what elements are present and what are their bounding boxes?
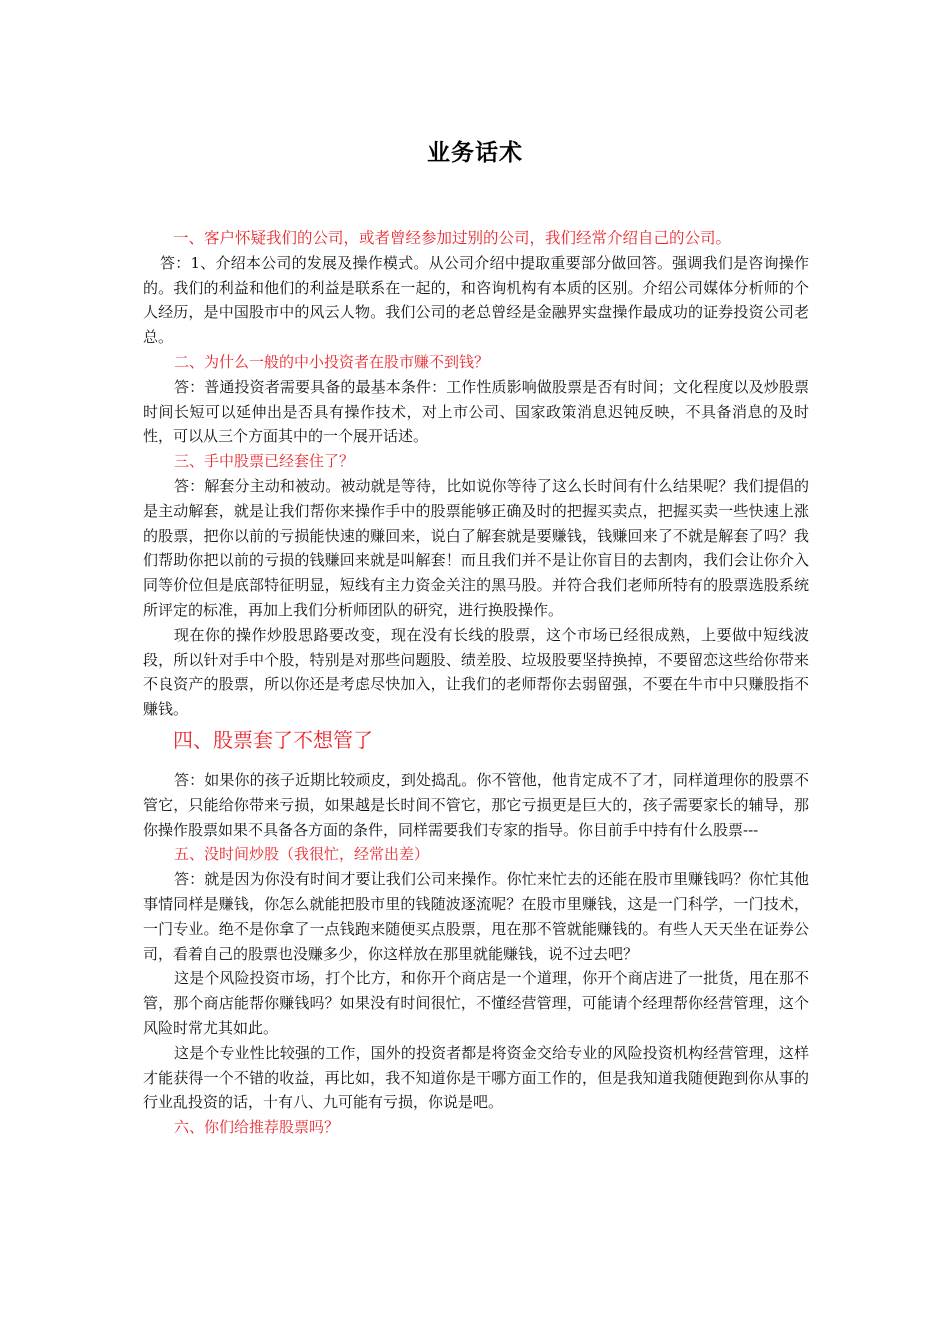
answer-5-paragraph-3: 这是个专业性比较强的工作，国外的投资者都是将资金交给专业的风险投资机构经营管理，这样才能获得一个不错的收益，再比如，我不知道你是干哪方面工作的，但是我知道我随便跑到你从事的行业乱投资的话，十有八、九可能有亏损，你说是吧。: [143, 1043, 809, 1112]
question-6-heading: 六、你们给推荐股票吗？: [174, 1118, 340, 1137]
answer-2-paragraph: 答：普通投资者需要具备的最基本条件：工作性质影响做股票是否有时间；文化程度以及炒股票时间长短可以延伸出是否具有操作技术，对上市公司、国家政策消息迟钝反映，不具备消息的及时性，可以从三个方面其中的一个展开话述。: [143, 377, 809, 446]
answer-3-paragraph-2: 现在你的操作炒股思路要改变，现在没有长线的股票，这个市场已经很成熟，上要做中短线波段，所以针对手中个股，特别是对那些问题股、绩差股、垃圾股要坚持换掉，不要留恋这些给你带来不良资产的股票，所以你还是考虑尽快加入，让我们的老师帮你去弱留强，不要在牛市中只赚股指不赚钱。: [143, 625, 809, 719]
question-2-heading: 二、为什么一般的中小投资者在股市赚不到钱？: [174, 352, 490, 371]
answer-5-paragraph: 答：就是因为你没有时间才要让我们公司来操作。你忙来忙去的还能在股市里赚钱吗？你忙其他事情同样是赚钱，你怎么就能把股市里的钱随波逐流呢？在股市里赚钱，这是一门科学，一门技术，一门专业。绝不是你拿了一点钱跑来随便买点股票，甩在那不管就能赚钱的。有些人天天坐在证券公司，看着自己的股票也没赚多少，你这样放在那里就能赚钱，说不过去吧？: [143, 870, 809, 963]
answer-3-paragraph: 答：解套分主动和被动。被动就是等待，比如说你等待了这么长时间有什么结果呢？我们提倡的是主动解套，就是让我们帮你来操作手中的股票能够正确及时的把握买卖点，把握买卖一些快速上涨的股票，把你以前的亏损能快速的赚回来，说白了解套就是要赚钱，钱赚回来了不就是解套了吗？我们帮助你把以前的亏损的钱赚回来就是叫解套！而且我们并不是让你盲目的去割肉，我们会让你介入同等价位但是底部特征明显，短线有主力资金关注的黑马股。并符合我们老师所特有的股票选股系统所评定的标准，再加上我们分析师团队的研究，进行换股操作。: [143, 476, 809, 619]
question-5-heading: 五、没时间炒股（我很忙，经常出差）: [174, 845, 430, 864]
question-4-heading: 四、股票套了不想管了: [173, 727, 373, 752]
answer-1-paragraph: 答：1、介绍本公司的发展及操作模式。从公司介绍中提取重要部分做回答。强调我们是咨询操作的。我们的利益和他们的利益是联系在一起的，和咨询机构有本质的区别。介绍公司媒体分析师的个人经历，是中国股市中的风云人物。我们公司的老总曾经是金融界实盘操作最成功的证券投资公司老总。: [143, 253, 809, 347]
question-1-heading: 一、客户怀疑我们的公司，或者曾经参加过别的公司，我们经常介绍自己的公司。: [173, 229, 732, 247]
document-body: [143, 226, 809, 1140]
answer-4-paragraph: 答：如果你的孩子近期比较顽皮，到处捣乱。你不管他，他肯定成不了才，同样道理你的股票不管它，只能给你带来亏损，如果越是长时间不管它，那它亏损更是巨大的，孩子需要家长的辅导，那你操作股票如果不具备各方面的条件，同样需要我们专家的指导。你目前手中持有什么股票---: [143, 770, 809, 839]
question-3-heading: 三、手中股票已经套住了？: [174, 452, 355, 471]
answer-5-paragraph-2: 这是个风险投资市场，打个比方，和你开个商店是一个道理，你开个商店进了一批货，甩在那不管，那个商店能帮你赚钱吗？如果没有时间很忙，不懂经营管理，可能请个经理帮你经营管理，这个风险时常尤其如此。: [143, 969, 809, 1037]
page-title: 业务话术: [427, 140, 523, 166]
